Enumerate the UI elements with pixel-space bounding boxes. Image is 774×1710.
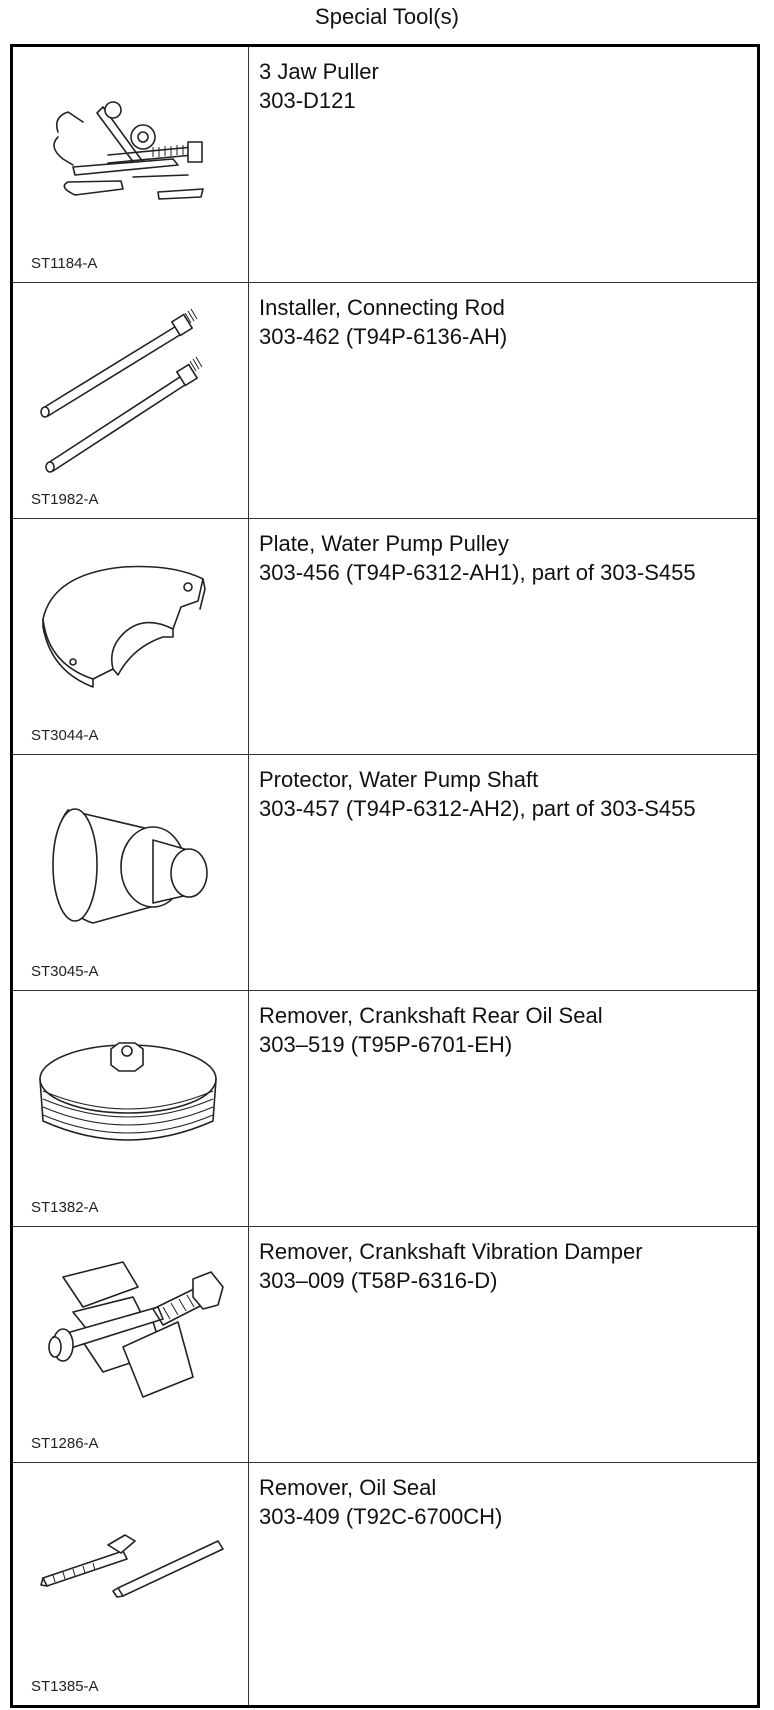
tool-description-cell [249,1463,757,1705]
tool-number: 303-456 (T94P-6312-AH1), part of 303-S455 [259,560,696,585]
illustration-code: ST1385-A [31,1678,99,1695]
tool-row [13,283,757,519]
tool-name: 3 Jaw Puller [259,59,379,84]
three-jaw-puller-icon [13,47,249,283]
illustration-code: ST1286-A [31,1435,99,1452]
tool-illustration-cell [13,519,249,754]
tool-row [13,991,757,1227]
illustration-code: ST3045-A [31,963,99,980]
tool-name: Remover, Crankshaft Rear Oil Seal [259,1003,603,1028]
tool-illustration-cell [13,283,249,518]
illustration-code: ST3044-A [31,727,99,744]
tool-description-cell [249,1227,757,1462]
tool-number: 303-457 (T94P-6312-AH2), part of 303-S455 [259,796,696,821]
tool-description-cell [249,519,757,754]
illustration-code: ST1982-A [31,491,99,508]
tool-description-cell [249,47,757,282]
tool-description-cell [249,283,757,518]
tool-number: 303-D121 [259,88,356,113]
tool-description-cell [249,755,757,990]
illustration-code: ST1382-A [31,1199,99,1216]
tool-number: 303–009 (T58P-6316-D) [259,1268,498,1293]
vibration-damper-remover-icon [13,1227,249,1463]
tool-row [13,47,757,283]
tool-row [13,1463,757,1705]
tool-description-cell [249,991,757,1226]
tool-name: Remover, Oil Seal [259,1475,437,1500]
tool-illustration-cell [13,47,249,282]
tool-row [13,755,757,991]
connecting-rod-installer-icon [13,283,249,519]
tool-name: Protector, Water Pump Shaft [259,767,539,792]
oil-seal-remover-icon [13,1463,249,1705]
tool-illustration-cell [13,1463,249,1705]
tool-row [13,519,757,755]
tool-number: 303–519 (T95P-6701-EH) [259,1032,513,1057]
illustration-code: ST1184-A [31,255,98,272]
tool-name: Installer, Connecting Rod [259,295,505,320]
tool-number: 303-462 (T94P-6136-AH) [259,324,508,349]
tool-name: Remover, Crankshaft Vibration Damper [259,1239,643,1264]
tool-row [13,1227,757,1463]
tool-number: 303-409 (T92C-6700CH) [259,1504,503,1529]
tool-illustration-cell [13,755,249,990]
tool-illustration-cell [13,1227,249,1462]
rear-oil-seal-remover-icon [13,991,249,1227]
special-tools-table [10,44,760,1708]
tool-name: Plate, Water Pump Pulley [259,531,509,556]
tool-illustration-cell [13,991,249,1226]
water-pump-shaft-protector-icon [13,755,249,991]
page-title: Special Tool(s) [315,4,459,29]
water-pump-pulley-plate-icon [13,519,249,755]
